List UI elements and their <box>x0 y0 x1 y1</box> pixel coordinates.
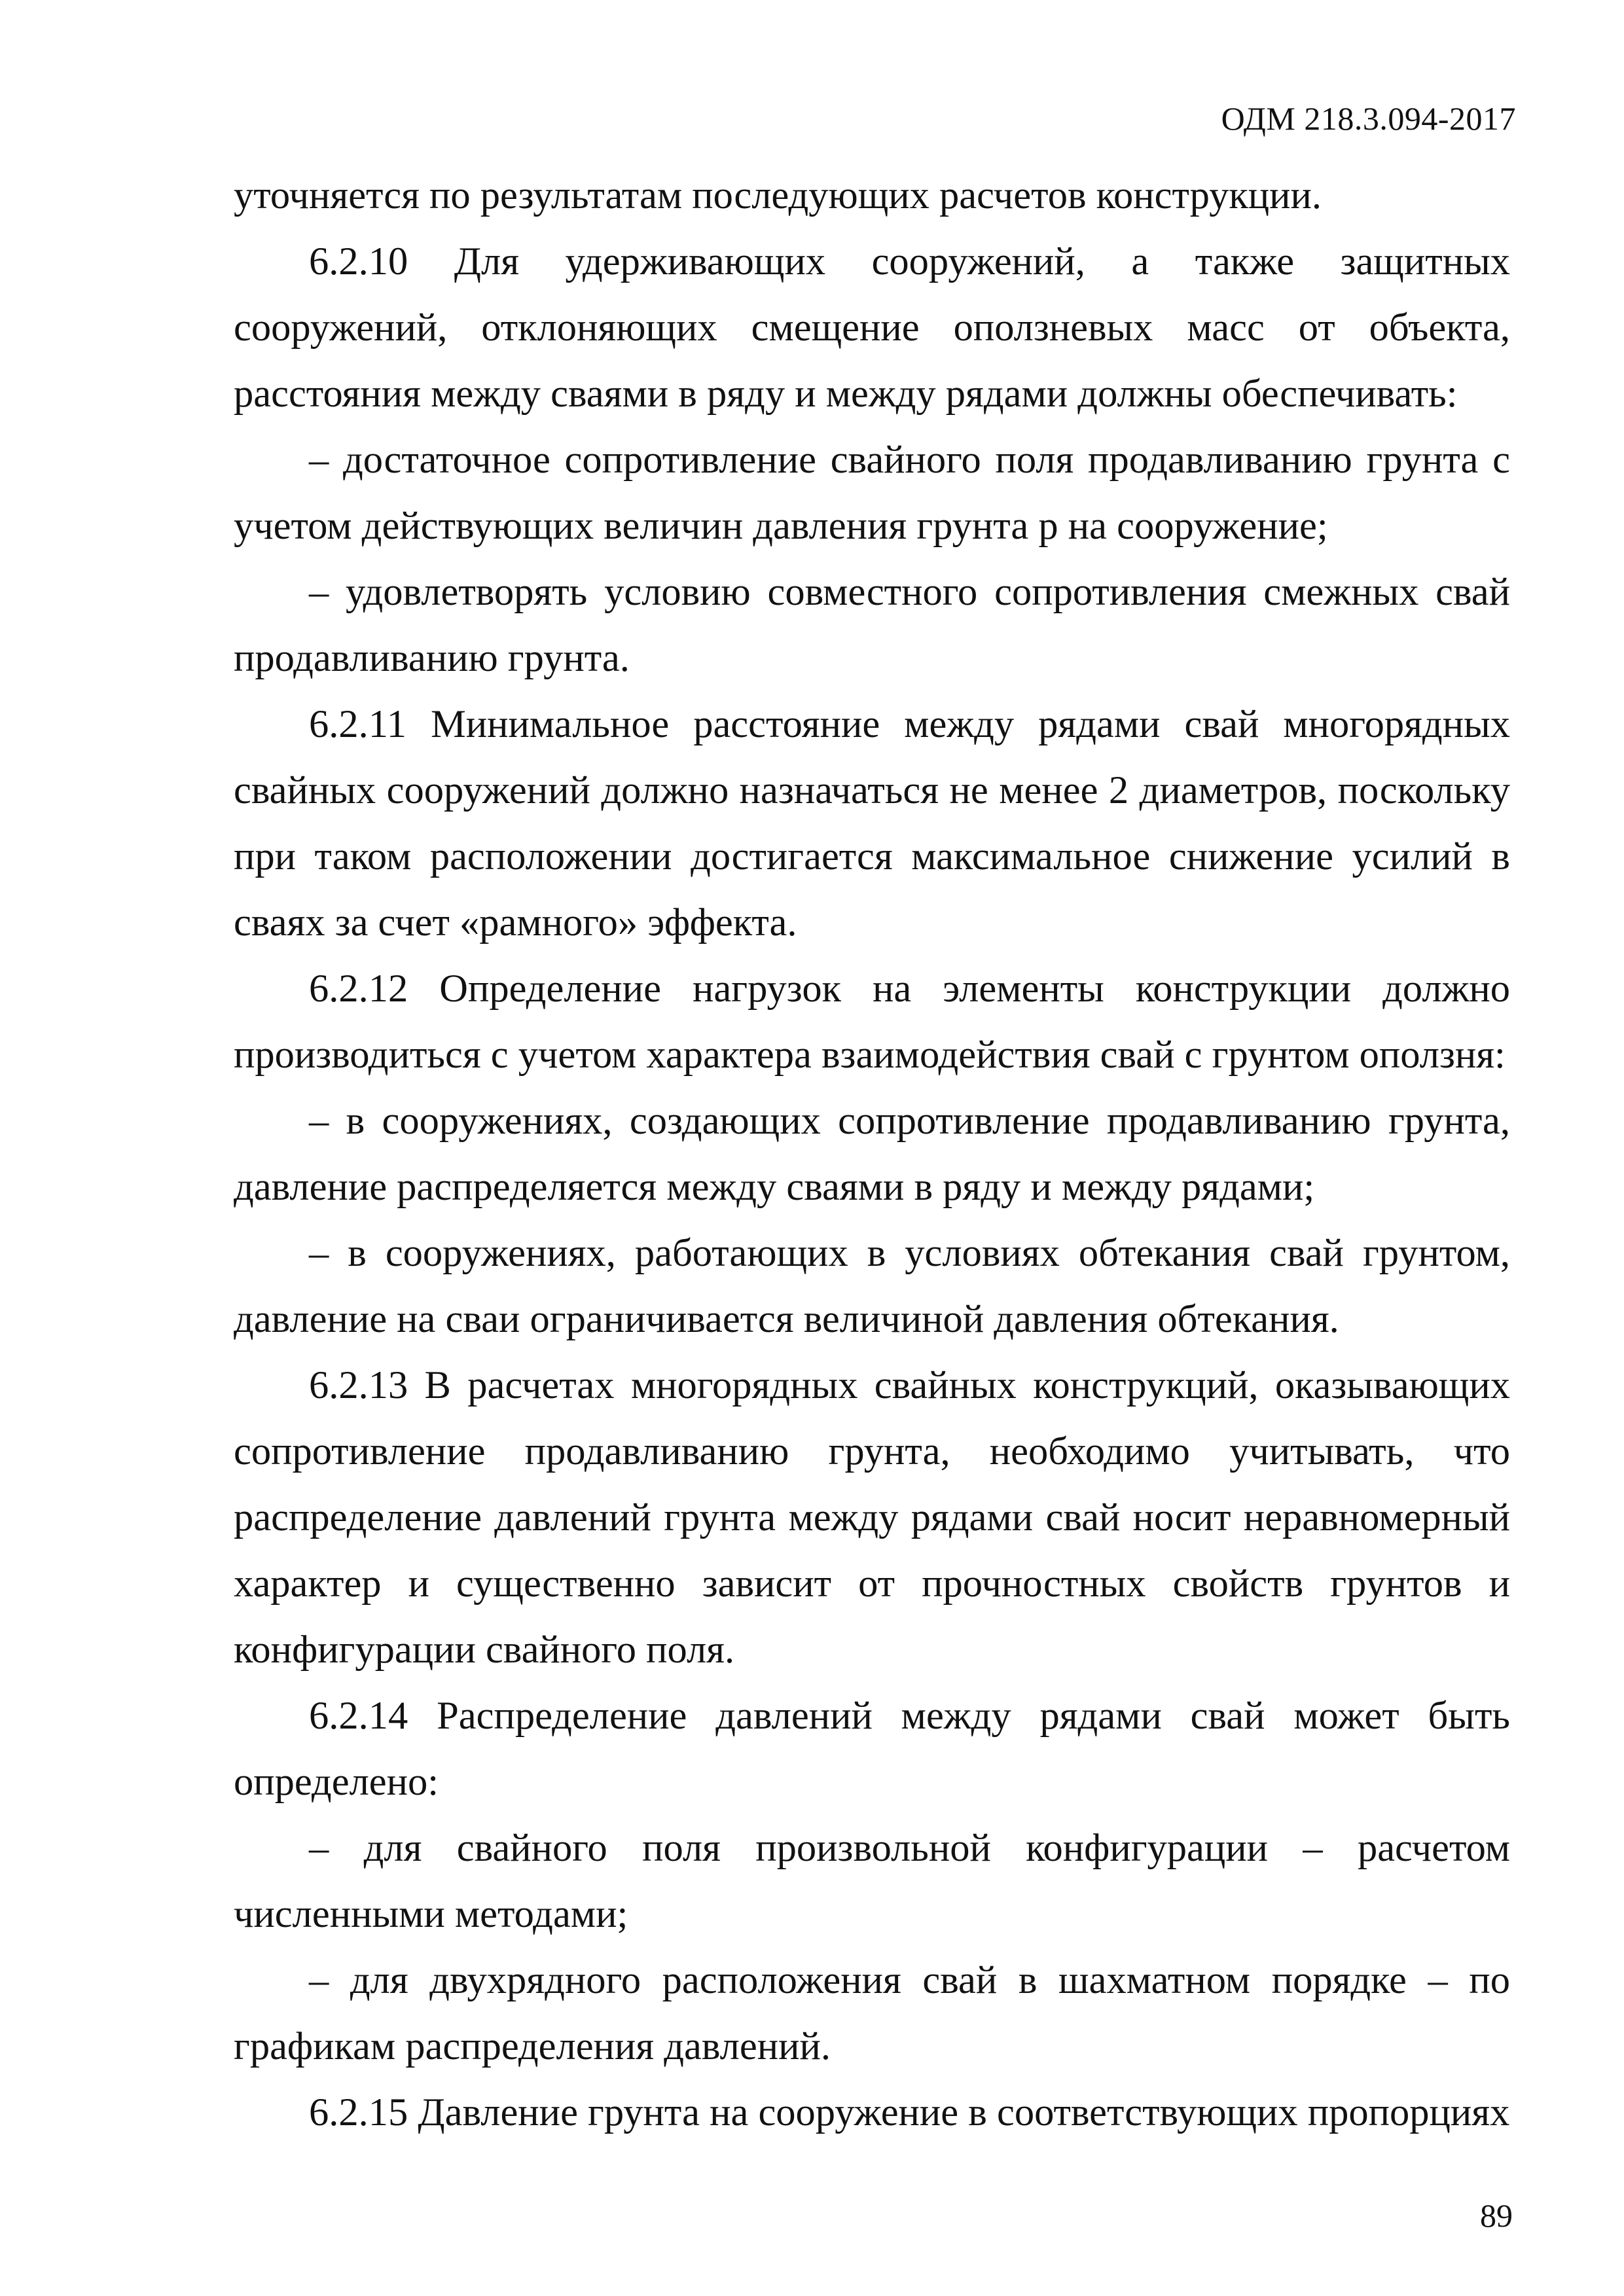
page-number: 89 <box>1480 2197 1513 2234</box>
document-code-header: ОДМ 218.3.094-2017 <box>1221 100 1516 137</box>
paragraph-6-2-15: 6.2.15 Давление грунта на сооружение в соответствующих пропорциях <box>309 2090 1510 2134</box>
paragraph-6-2-12: 6.2.12 Определение нагрузок на элементы конструкции должно производиться с учетом характера взаимодействия свай с грунтом оползня: <box>234 967 1510 1077</box>
list-item: – для свайного поля произвольной конфигурации – расчетом численными методами; <box>234 1826 1510 1936</box>
list-item: – удовлетворять условию совместного сопротивления смежных свай продавливанию грунта. <box>234 570 1510 680</box>
list-item: – в сооружениях, создающих сопротивление продавливанию грунта, давление распределяется между сваями в ряду и между рядами; <box>234 1099 1510 1209</box>
list-item: – в сооружениях, работающих в условиях обтекания свай грунтом, давление на сваи ограничивается величиной давления обтекания. <box>234 1231 1510 1341</box>
paragraph-continuation: уточняется по результатам последующих расчетов конструкции. <box>234 173 1322 217</box>
paragraph-6-2-10: 6.2.10 Для удерживающих сооружений, а также защитных сооружений, отклоняющих смещение оползневых масс от объекта, расстояния между сваями в ряду и между рядами должны обеспечивать: <box>234 240 1510 416</box>
list-item: – для двухрядного расположения свай в шахматном порядке – по графикам распределения давлений. <box>234 1958 1510 2068</box>
paragraph-6-2-13: 6.2.13 В расчетах многорядных свайных конструкций, оказывающих сопротивление продавливанию грунта, необходимо учитывать, что распределение давлений грунта между рядами свай носит неравномерный характер и существенно зависит от прочностных свойств грунтов и конфигурации свайного поля. <box>234 1363 1510 1672</box>
paragraph-6-2-14: 6.2.14 Распределение давлений между рядами свай может быть определено: <box>234 1694 1510 1804</box>
document-body <box>234 162 1510 2145</box>
paragraph-6-2-11: 6.2.11 Минимальное расстояние между рядами свай многорядных свайных сооружений должно назначаться не менее 2 диаметров, поскольку при таком расположении достигается максимальное снижение усилий в сваях за счет «рамного» эффекта. <box>234 702 1510 944</box>
list-item: – достаточное сопротивление свайного поля продавливанию грунта с учетом действующих величин давления грунта p на сооружение; <box>234 438 1510 548</box>
